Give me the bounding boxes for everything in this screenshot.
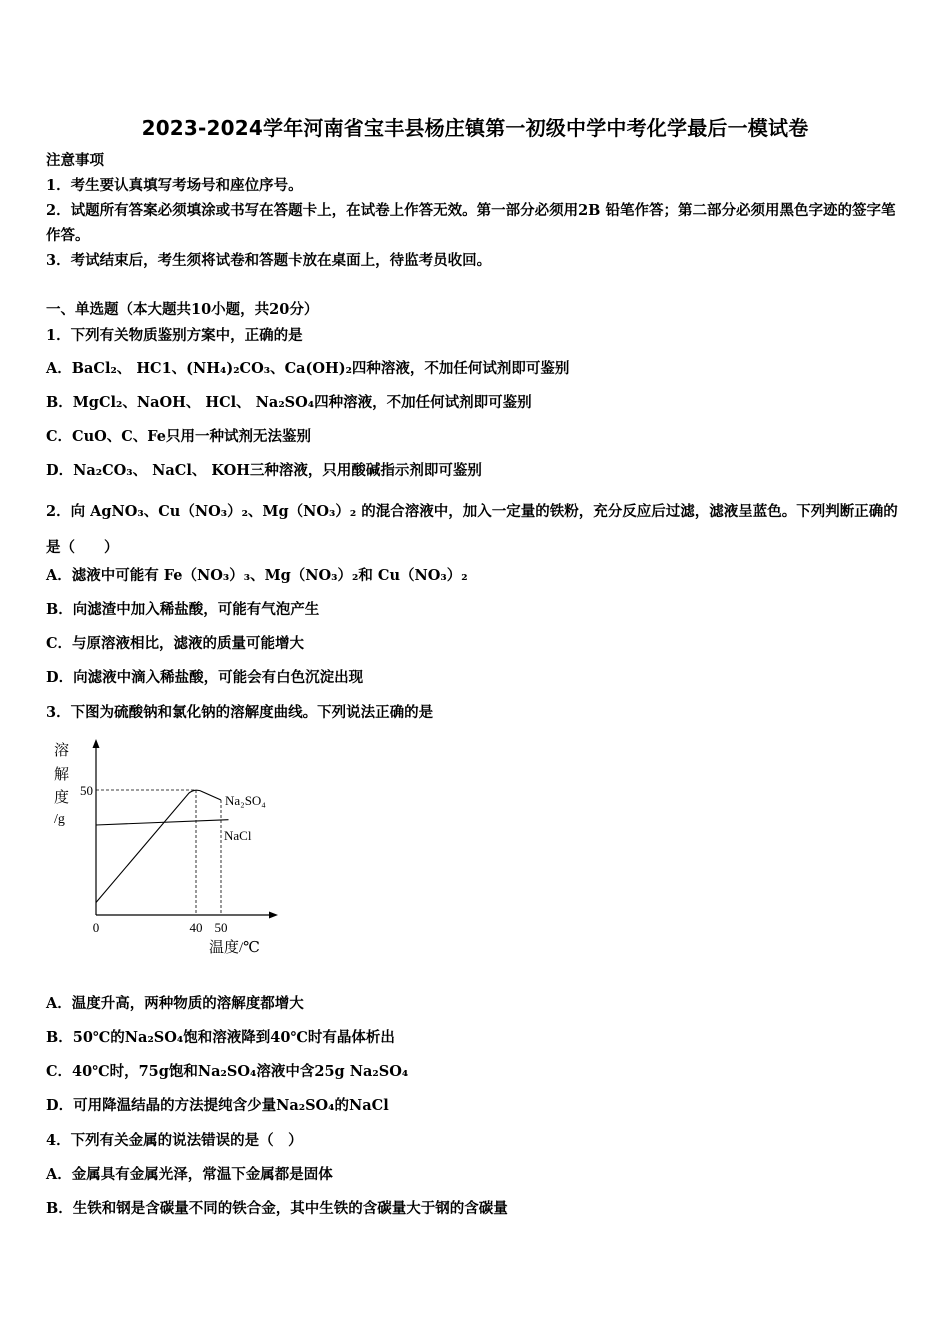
solubility-chart [46, 735, 306, 965]
question-option: D．Na₂CO₃、 NaCl、 KOH三种溶液，只用酸碱指示剂即可鉴别 [46, 462, 482, 479]
page-title: 2023-2024学年河南省宝丰县杨庄镇第一初级中学中考化学最后一模试卷 [141, 116, 809, 140]
question-option: D．可用降温结晶的方法提纯含少量Na₂SO₄的NaCl [46, 1097, 389, 1114]
x-axis-label: 温度/℃ [209, 940, 260, 956]
y-tick-label: 50 [80, 783, 93, 798]
y-axis-arrow [93, 739, 100, 748]
question-option: A．BaCl₂、 HC1、(NH₄)₂CO₃、Ca(OH)₂四种溶液，不加任何试剂即可鉴别 [46, 360, 570, 377]
y-label-char: /g [54, 812, 65, 827]
x-axis-arrow [269, 912, 278, 919]
question-option: A．温度升高，两种物质的溶解度都增大 [46, 995, 304, 1012]
question-option: B．50℃的Na₂SO₄饱和溶液降到40℃时有晶体析出 [46, 1029, 395, 1046]
question-option: C．40℃时，75g饱和Na₂SO₄溶液中含25g Na₂SO₄ [46, 1063, 409, 1080]
series-label-na2so4: Na₂SO₄ [225, 793, 266, 808]
question-stem: 4．下列有关金属的说法错误的是（ ） [46, 1132, 303, 1149]
section-heading: 一、单选题（本大题共10小题，共20分） [46, 301, 319, 318]
x-tick-label: 40 [189, 920, 203, 935]
question-option: D．向滤液中滴入稀盐酸，可能会有白色沉淀出现 [46, 669, 364, 686]
notice-item: 1．考生要认真填写考场号和座位序号。 [46, 177, 303, 194]
y-label-char: 解 [54, 767, 70, 783]
notice-heading: 注意事项 [46, 152, 104, 169]
question-option: A．金属具有金属光泽，常温下金属都是固体 [46, 1166, 333, 1183]
question-stem: 2．向 AgNO₃、Cu（NO₃）₂、Mg（NO₃）₂ 的混合溶液中，加入一定量的铁粉，充分反应后过滤，滤液呈蓝色。下列判断正确的是（ ） [46, 503, 898, 556]
question-option: B．生铁和钢是含碳量不同的铁合金，其中生铁的含碳量大于钢的含碳量 [46, 1200, 508, 1217]
question-option: A．滤液中可能有 Fe（NO₃）₃、Mg（NO₃）₂和 Cu（NO₃）₂ [46, 567, 468, 584]
question-option: C．CuO、C、Fe只用一种试剂无法鉴别 [46, 428, 312, 445]
notice-item: 3．考试结束后，考生须将试卷和答题卡放在桌面上，待监考员收回。 [46, 252, 492, 269]
y-label [54, 742, 69, 827]
question-stem: 1．下列有关物质鉴别方案中，正确的是 [46, 327, 303, 344]
question-option: C．与原溶液相比，滤液的质量可能增大 [46, 635, 305, 652]
series-line-na2so4 [96, 790, 221, 902]
series-label-nacl: NaCl [224, 828, 252, 843]
y-label-char: 溶 [54, 743, 70, 759]
x-tick-label: 50 [214, 920, 228, 935]
question-option: B．向滤渣中加入稀盐酸，可能有气泡产生 [46, 601, 320, 618]
y-label-char: 度 [54, 790, 70, 806]
x-tick-label: 0 [92, 920, 100, 935]
question-option: B．MgCl₂、NaOH、 HCl、 Na₂SO₄四种溶液，不加任何试剂即可鉴别 [46, 394, 532, 411]
question-stem: 3．下图为硫酸钠和氯化钠的溶解度曲线。下列说法正确的是 [46, 704, 434, 721]
notice-item: 2．试题所有答案必须填涂或书写在答题卡上，在试卷上作答无效。第一部分必须用2B 铅笔作答；第二部分必须用黑色字迹的签字笔作答。 [46, 202, 896, 244]
